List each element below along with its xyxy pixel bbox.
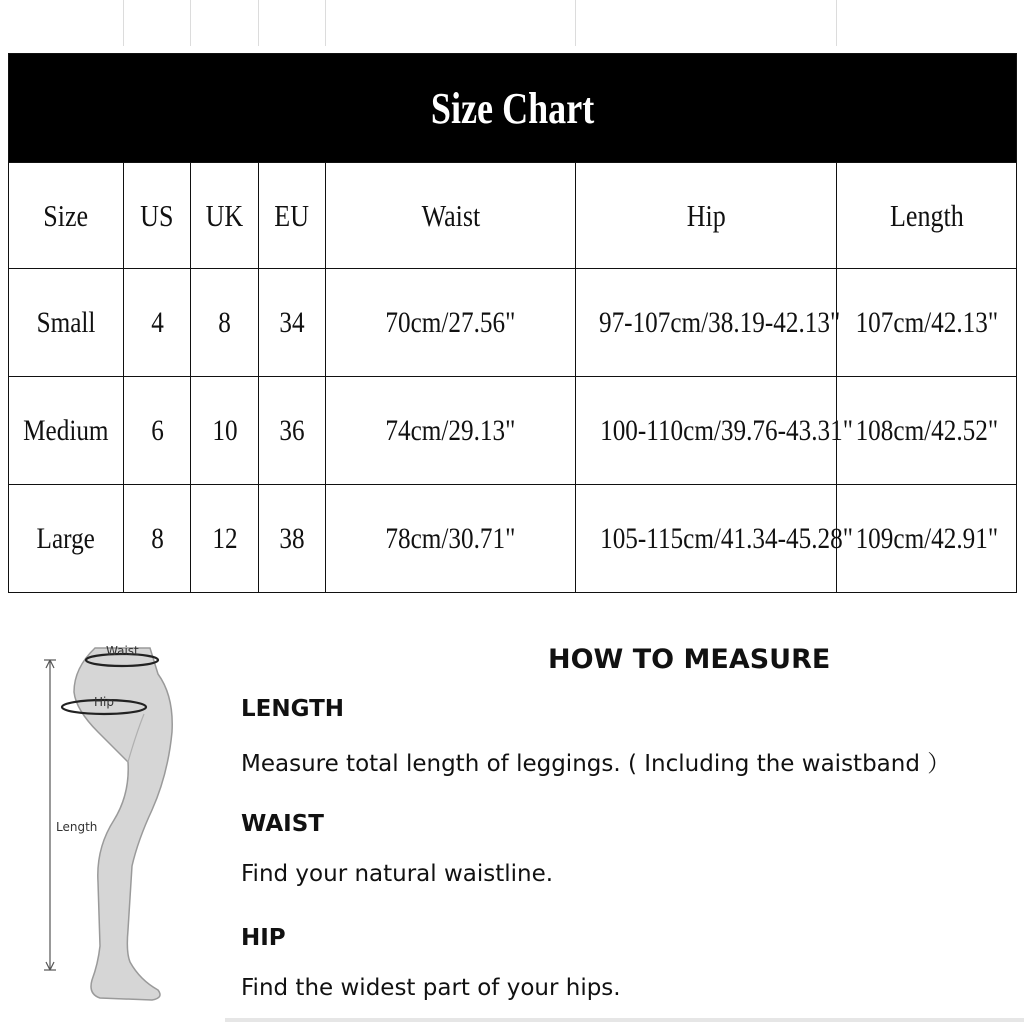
- leggings-figure: [40, 634, 220, 1024]
- table-cell: Small: [9, 269, 124, 377]
- hip-heading: HIP: [241, 925, 286, 951]
- table-cell: 12: [191, 485, 259, 593]
- waist-instruction: Find your natural waistline.: [241, 861, 554, 887]
- table-cell: Medium: [9, 377, 124, 485]
- size-chart-table: [8, 53, 1017, 593]
- waist-label: Waist: [106, 644, 139, 658]
- hip-label: Hip: [94, 695, 114, 709]
- header-row: [9, 163, 1017, 269]
- table-cell: 36: [259, 377, 326, 485]
- hip-instruction: Find the widest part of your hips.: [241, 975, 621, 1001]
- table-cell: 100-110cm/39.76-43.31": [576, 377, 837, 485]
- table-cell: 10: [191, 377, 259, 485]
- table-cell: 4: [124, 269, 191, 377]
- table-cell: 78cm/30.71": [326, 485, 576, 593]
- table-row: [9, 377, 1017, 485]
- length-instruction: Measure total length of leggings. ( Including the waistband ）: [241, 751, 951, 777]
- table-cell: 74cm/29.13": [326, 377, 576, 485]
- header-cell: Size: [9, 163, 124, 269]
- table-cell: 97-107cm/38.19-42.13": [576, 269, 837, 377]
- table-cell: 8: [191, 269, 259, 377]
- header-cell: Length: [837, 163, 1017, 269]
- how-to-measure-heading: HOW TO MEASURE: [548, 644, 831, 675]
- table-cell: 107cm/42.13": [837, 269, 1017, 377]
- length-label: Length: [56, 820, 98, 834]
- how-to-measure-section: [0, 630, 1024, 1024]
- divider: [225, 1018, 1024, 1022]
- table-row: [9, 485, 1017, 593]
- table-cell: 109cm/42.91": [837, 485, 1017, 593]
- chart-title: Size Chart: [9, 54, 1017, 163]
- table-row: [9, 269, 1017, 377]
- table-cell: 70cm/27.56": [326, 269, 576, 377]
- waist-heading: WAIST: [241, 811, 324, 837]
- table-cell: Large: [9, 485, 124, 593]
- table-cell: 108cm/42.52": [837, 377, 1017, 485]
- table-cell: 8: [124, 485, 191, 593]
- table-cell: 34: [259, 269, 326, 377]
- table-cell: 105-115cm/41.34-45.28": [576, 485, 837, 593]
- length-heading: LENGTH: [241, 696, 345, 722]
- header-cell: EU: [259, 163, 326, 269]
- header-cell: US: [124, 163, 191, 269]
- header-cell: Hip: [576, 163, 837, 269]
- table-cell: 6: [124, 377, 191, 485]
- header-cell: UK: [191, 163, 259, 269]
- table-cell: 38: [259, 485, 326, 593]
- header-cell: Waist: [326, 163, 576, 269]
- background-grid: [0, 0, 1024, 46]
